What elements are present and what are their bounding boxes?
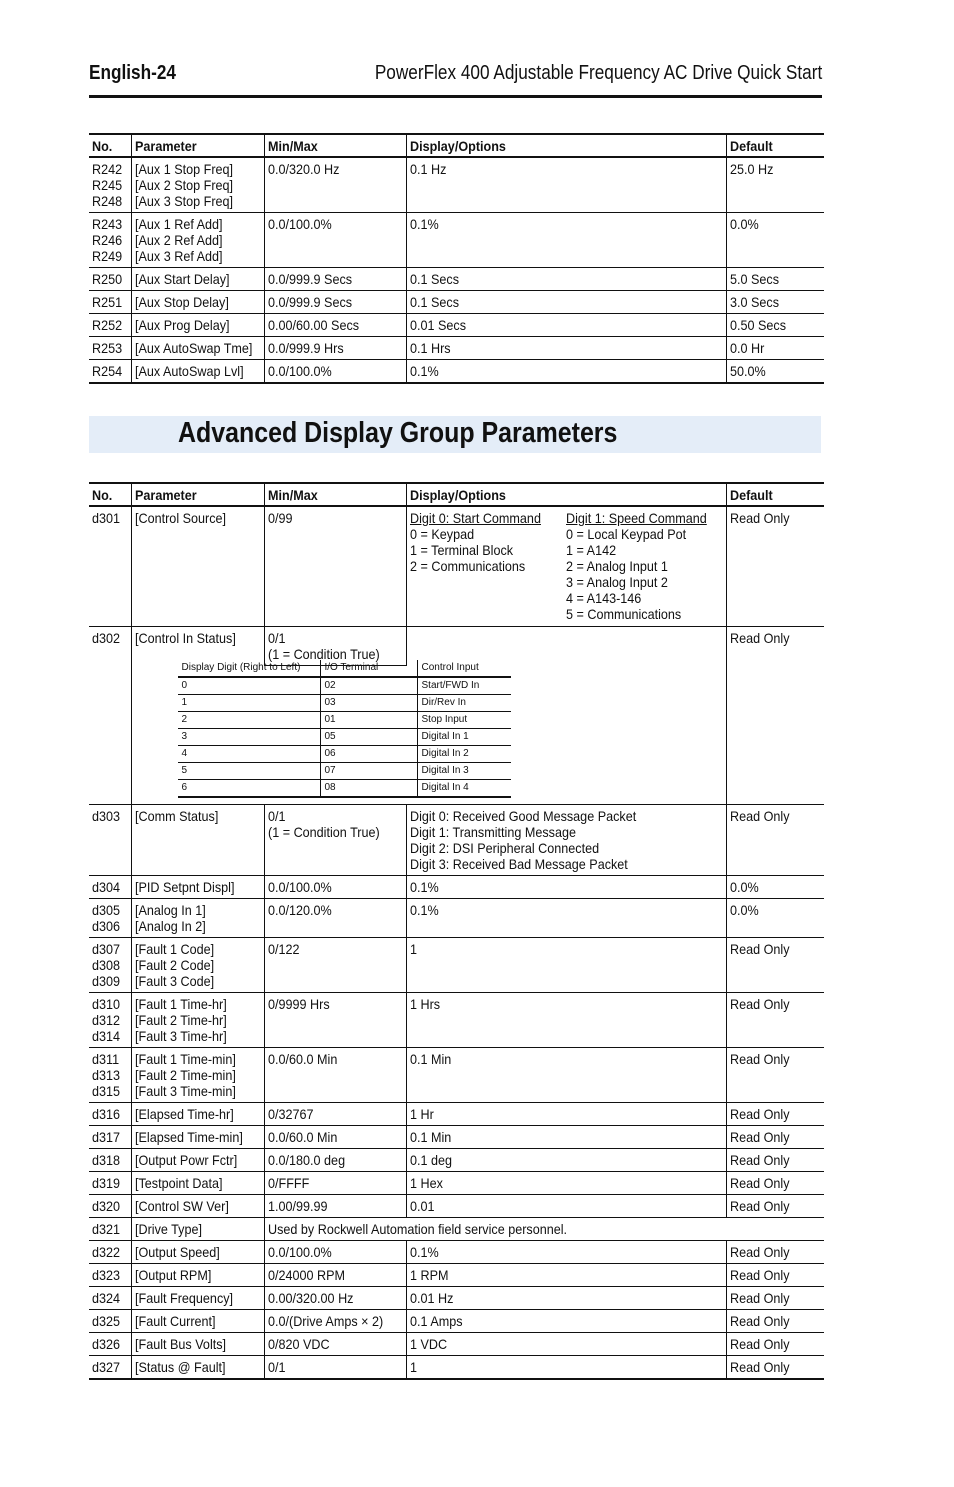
param-number-cell: d316 [89, 1103, 131, 1126]
header-rule [89, 95, 822, 98]
control-in-status-cell [131, 627, 726, 805]
param-number-cell: d304 [89, 876, 131, 899]
param-name-cell: [Comm Status] [131, 805, 264, 876]
sub-table-cell: Digital In 2 [417, 746, 511, 763]
sub-table-cell: 5 [178, 763, 321, 780]
column-header: No. [89, 483, 131, 506]
sub-table-row [178, 746, 511, 763]
table-row [89, 213, 824, 268]
column-header: Parameter [131, 483, 264, 506]
param-name-cell: [Aux Start Delay] [131, 268, 264, 291]
sub-table-cell: 4 [178, 746, 321, 763]
display-options-cell: 0.01 Secs [406, 314, 726, 337]
display-options-cell: 1 [406, 1356, 726, 1380]
sub-table-cell: Digital In 4 [417, 780, 511, 798]
param-number-cell: d311 d313 d315 [89, 1048, 131, 1103]
display-options-cell: 1 VDC [406, 1333, 726, 1356]
min-max-cell: 0.0/60.0 Min [264, 1126, 406, 1149]
table-row [89, 314, 824, 337]
display-options-cell: 0.1% [406, 1241, 726, 1264]
table-row [89, 157, 824, 213]
table-header-row [89, 483, 824, 506]
default-cell: Read Only [726, 993, 824, 1048]
sub-table-cell: 07 [320, 763, 417, 780]
sub-table-cell: Start/FWD In [417, 677, 511, 695]
min-max: 0/1 (1 = Condition True) [267, 630, 380, 662]
column-header: Default [726, 483, 824, 506]
param-number-cell: d303 [89, 805, 131, 876]
param-name-cell: [PID Setpnt Displ] [131, 876, 264, 899]
param-number-cell: d323 [89, 1264, 131, 1287]
display-options-cell: 0.01 Hz [406, 1287, 726, 1310]
min-max-cell: 0.0/100.0% [264, 360, 406, 384]
sub-table-cell: 08 [320, 780, 417, 798]
sub-table-cell: 02 [320, 677, 417, 695]
display-options-cell: 0.1 Hrs [406, 337, 726, 360]
table-row [89, 1241, 824, 1264]
param-number-cell: d320 [89, 1195, 131, 1218]
display-options-cell: 0.01 [406, 1195, 726, 1218]
table-row [89, 268, 824, 291]
param-name-cell: [Status @ Fault] [131, 1356, 264, 1380]
param-number-cell: d307 d308 d309 [89, 938, 131, 993]
sub-table-row [178, 712, 511, 729]
param-number-cell: d301 [89, 506, 131, 627]
column-header: Min/Max [264, 134, 406, 157]
display-options-cell: 1 [406, 938, 726, 993]
sub-table-row [178, 677, 511, 695]
option-item: 5 = Communications [566, 606, 682, 622]
min-max-cell: 0.00/60.00 Secs [264, 314, 406, 337]
min-max-cell: 0/24000 RPM [264, 1264, 406, 1287]
param-name-cell: [Analog In 1] [Analog In 2] [131, 899, 264, 938]
table-row [89, 337, 824, 360]
param-name-cell: [Drive Type] [131, 1218, 264, 1241]
table-row [89, 1048, 824, 1103]
sub-table-cell: 2 [178, 712, 321, 729]
default-cell: 0.0% [726, 899, 824, 938]
param-number-cell: d318 [89, 1149, 131, 1172]
default-cell: Read Only [726, 1356, 824, 1380]
sub-table-cell: Digital In 3 [417, 763, 511, 780]
min-max-cell: 0.0/999.9 Secs [264, 291, 406, 314]
table-row [89, 291, 824, 314]
display-options-cell: 1 RPM [406, 1264, 726, 1287]
param-number-cell: R251 [89, 291, 131, 314]
option-item: 0 = Local Keypad Pot [566, 526, 687, 542]
sub-header: Control Input [417, 660, 511, 677]
param-name-cell: [Fault 1 Time-hr] [Fault 2 Time-hr] [Fault 3 Time-hr] [131, 993, 264, 1048]
default-cell: Read Only [726, 1287, 824, 1310]
param-number-cell: d321 [89, 1218, 131, 1241]
param-name-cell: [Output Powr Fctr] [131, 1149, 264, 1172]
min-max-cell: 0.0/320.0 Hz [264, 157, 406, 213]
default-cell: 3.0 Secs [726, 291, 824, 314]
option-item: 3 = Analog Input 2 [566, 574, 668, 590]
param-name-cell: [Elapsed Time-min] [131, 1126, 264, 1149]
default-cell: Read Only [726, 1310, 824, 1333]
display-options-cell: 1 Hrs [406, 993, 726, 1048]
param-number-cell: d310 d312 d314 [89, 993, 131, 1048]
param-number-cell: R242 R245 R248 [89, 157, 131, 213]
sub-table-row [178, 763, 511, 780]
param-number-cell: R250 [89, 268, 131, 291]
default-cell: 5.0 Secs [726, 268, 824, 291]
param-name-cell: [Output RPM] [131, 1264, 264, 1287]
display-options-cell: 0.1% [406, 360, 726, 384]
min-max-cell: 0/FFFF [264, 1172, 406, 1195]
sub-table-header [178, 660, 511, 677]
min-max-cell: 0.0/(Drive Amps × 2) [264, 1310, 406, 1333]
min-max-cell: 0.0/999.9 Hrs [264, 337, 406, 360]
table-row [89, 627, 824, 805]
param-number-cell: d319 [89, 1172, 131, 1195]
param-name-cell: [Aux AutoSwap Tme] [131, 337, 264, 360]
sub-table-cell: 06 [320, 746, 417, 763]
sub-table-row [178, 695, 511, 712]
default-cell: 25.0 Hz [726, 157, 824, 213]
display-options-cell: 0.1% [406, 213, 726, 268]
table-row [89, 1195, 824, 1218]
min-max-cell: 0/122 [264, 938, 406, 993]
param-name-cell: [Testpoint Data] [131, 1172, 264, 1195]
display-options-cell: 0.1 Secs [406, 268, 726, 291]
param-name-cell: [Fault 1 Code] [Fault 2 Code] [Fault 3 Code] [131, 938, 264, 993]
aux-parameters-table [89, 133, 824, 384]
default-cell: Read Only [726, 1149, 824, 1172]
param-name-cell: [Fault Bus Volts] [131, 1333, 264, 1356]
min-max-cell: 0.0/100.0% [264, 876, 406, 899]
table-row [89, 805, 824, 876]
column-header: Parameter [131, 134, 264, 157]
param-number-cell: R254 [89, 360, 131, 384]
display-options-cell [406, 506, 726, 627]
digit0-title: Digit 0: Start Command [409, 510, 541, 526]
min-max-cell: 1.00/99.99 [264, 1195, 406, 1218]
sub-header: I/O Terminal [320, 660, 417, 677]
start-command-options [410, 510, 551, 622]
param-number-cell: d317 [89, 1126, 131, 1149]
display-options-cell: 0.1% [406, 876, 726, 899]
document-title: PowerFlex 400 Adjustable Frequency AC Drive Quick Start [374, 62, 822, 84]
param-name-cell: [Aux 1 Stop Freq] [Aux 2 Stop Freq] [Aux 3 Stop Freq] [131, 157, 264, 213]
param-name-cell: [Output Speed] [131, 1241, 264, 1264]
param-number-cell: d324 [89, 1287, 131, 1310]
param-number-cell: d325 [89, 1310, 131, 1333]
table-row [89, 1264, 824, 1287]
option-item: 0 = Keypad [409, 526, 474, 542]
sub-table-cell: 01 [320, 712, 417, 729]
column-header: Default [726, 134, 824, 157]
column-header: Display/Options [406, 483, 726, 506]
param-name-cell: [Fault Frequency] [131, 1287, 264, 1310]
speed-command-options [566, 510, 707, 622]
table-row [89, 1218, 824, 1241]
table-row [89, 899, 824, 938]
sub-table-row [178, 780, 511, 798]
table-row [89, 1149, 824, 1172]
default-cell: 0.50 Secs [726, 314, 824, 337]
min-max-cell: 0/99 [264, 506, 406, 627]
sub-table-cell: 05 [320, 729, 417, 746]
default-cell: Read Only [726, 1048, 824, 1103]
sub-table-cell: Dir/Rev In [417, 695, 511, 712]
display-options-cell: 0.1% [406, 899, 726, 938]
param-number-cell: d305 d306 [89, 899, 131, 938]
drive-type-note-cell: Used by Rockwell Automation field service personnel. [264, 1218, 824, 1241]
default-cell: 0.0 Hr [726, 337, 824, 360]
column-header: Min/Max [264, 483, 406, 506]
min-max-cell: 0.0/100.0% [264, 213, 406, 268]
default-cell: Read Only [726, 1195, 824, 1218]
sub-table-cell: Digital In 1 [417, 729, 511, 746]
default-cell: Read Only [726, 938, 824, 993]
param-number-cell: d302 [89, 627, 131, 805]
display-options-cell: 0.1 Amps [406, 1310, 726, 1333]
default-cell: Read Only [726, 1172, 824, 1195]
min-max-cell: 0/820 VDC [264, 1333, 406, 1356]
min-max-cell: 0.0/100.0% [264, 1241, 406, 1264]
sub-table-cell: 6 [178, 780, 321, 798]
min-max-cell: 0/9999 Hrs [264, 993, 406, 1048]
column-header: No. [89, 134, 131, 157]
default-cell: Read Only [726, 627, 824, 805]
sub-header: Display Digit (Right to Left) [178, 660, 321, 677]
default-cell: Read Only [726, 1103, 824, 1126]
param-name-cell: [Fault Current] [131, 1310, 264, 1333]
table-header-row [89, 134, 824, 157]
default-cell: Read Only [726, 1333, 824, 1356]
display-options-cell: Digit 0: Received Good Message Packet Digit 1: Transmitting Message Digit 2: DSI Peripheral Connected Digit 3: Received Bad Message Packet [406, 805, 726, 876]
display-options-cell: 0.1 deg [406, 1149, 726, 1172]
min-max-cell: 0/32767 [264, 1103, 406, 1126]
option-item: 1 = Terminal Block [409, 542, 513, 558]
param-name-cell: [Aux Stop Delay] [131, 291, 264, 314]
param-number-cell: d326 [89, 1333, 131, 1356]
param-name-cell: [Aux 1 Ref Add] [Aux 2 Ref Add] [Aux 3 Ref Add] [131, 213, 264, 268]
table-row [89, 938, 824, 993]
param-name-cell: [Aux AutoSwap Lvl] [131, 360, 264, 384]
sub-table-cell: 1 [178, 695, 321, 712]
default-cell: Read Only [726, 1241, 824, 1264]
min-max-cell: 0.0/180.0 deg [264, 1149, 406, 1172]
sub-table-cell: 0 [178, 677, 321, 695]
param-number-cell: d327 [89, 1356, 131, 1380]
table-row [89, 1333, 824, 1356]
default-cell: Read Only [726, 1264, 824, 1287]
param-number-cell: d322 [89, 1241, 131, 1264]
option-item: 2 = Communications [409, 558, 525, 574]
display-options-cell: 0.1 Secs [406, 291, 726, 314]
min-max-cell: 0.0/60.0 Min [264, 1048, 406, 1103]
display-options-cell: 0.1 Min [406, 1126, 726, 1149]
param-number-cell: R252 [89, 314, 131, 337]
option-item: 4 = A143-146 [566, 590, 642, 606]
min-max-cell: 0.00/320.00 Hz [264, 1287, 406, 1310]
table-row [89, 1310, 824, 1333]
default-cell: 0.0% [726, 213, 824, 268]
table-row [89, 993, 824, 1048]
sub-table-cell: 03 [320, 695, 417, 712]
option-item: 2 = Analog Input 1 [566, 558, 668, 574]
min-max-cell: 0.0/120.0% [264, 899, 406, 938]
param-name: [Control In Status] [134, 630, 236, 646]
table-row [89, 1103, 824, 1126]
param-name-cell: [Control Source] [131, 506, 264, 627]
digit1-title: Digit 1: Speed Command [566, 510, 707, 526]
param-name-cell: [Elapsed Time-hr] [131, 1103, 264, 1126]
param-number-cell: R253 [89, 337, 131, 360]
table-row [89, 360, 824, 384]
param-name-cell: [Aux Prog Delay] [131, 314, 264, 337]
control-input-map-table [178, 660, 511, 798]
min-max-cell: 0/1 (1 = Condition True) [264, 805, 406, 876]
display-options-cell: 1 Hex [406, 1172, 726, 1195]
display-options-cell: 0.1 Hz [406, 157, 726, 213]
table-row [89, 1172, 824, 1195]
table-row [89, 506, 824, 627]
sub-table-cell: 3 [178, 729, 321, 746]
display-options-cell: 1 Hr [406, 1103, 726, 1126]
page-label: English-24 [89, 62, 176, 84]
sub-table-row [178, 729, 511, 746]
display-options-cell: 0.1 Min [406, 1048, 726, 1103]
default-cell: Read Only [726, 1126, 824, 1149]
param-name-cell: [Fault 1 Time-min] [Fault 2 Time-min] [Fault 3 Time-min] [131, 1048, 264, 1103]
section-title: Advanced Display Group Parameters [178, 417, 618, 449]
default-cell: 0.0% [726, 876, 824, 899]
sub-table-cell: Stop Input [417, 712, 511, 729]
param-number-cell: R243 R246 R249 [89, 213, 131, 268]
default-cell: Read Only [726, 506, 824, 627]
min-max-cell: 0.0/999.9 Secs [264, 268, 406, 291]
advanced-display-parameters-table [89, 482, 824, 1380]
min-max-cell: 0/1 [264, 1356, 406, 1380]
table-row [89, 1287, 824, 1310]
column-header: Display/Options [406, 134, 726, 157]
default-cell: 50.0% [726, 360, 824, 384]
table-row [89, 1356, 824, 1380]
default-cell: Read Only [726, 805, 824, 876]
option-item: 1 = A142 [566, 542, 617, 558]
table-row [89, 1126, 824, 1149]
param-name-cell: [Control SW Ver] [131, 1195, 264, 1218]
table-row [89, 876, 824, 899]
